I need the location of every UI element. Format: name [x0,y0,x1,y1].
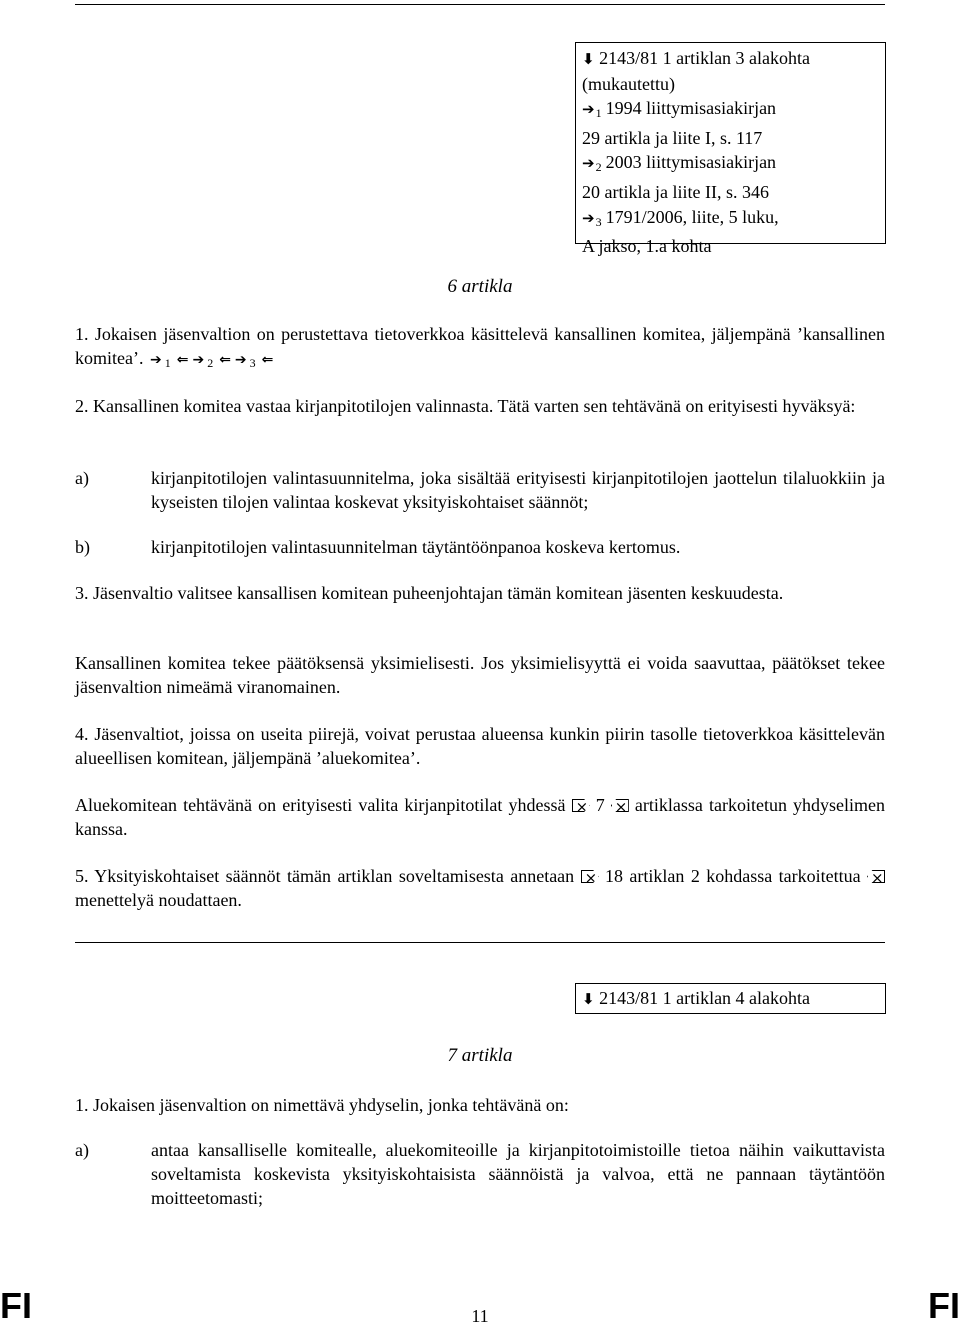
insertion-end-arrow-icon: ⇐ [261,352,274,368]
item-a-text: antaa kansalliselle komitealle, aluekomiteoille ja kirjanpitotoimistoille tietoa näihin vaikuttavista soveltamista koskevista yksityiskohtaisista säännöistä ja valvoa, että ne pannaan täytäntöön moitteetomasti; [151,1140,885,1208]
deletion-start-icon [572,799,590,812]
reference-line [582,234,879,259]
paragraph-4b-deleted: 7 [595,795,605,815]
deletion-start-icon [581,870,599,883]
article-7-item-a [75,1138,885,1210]
item-a-text: kirjanpitotilojen valintasuunnitelma, joka sisältää erityisesti kirjanpitotilojen jaottelun tilaluokkiin ja kyseisten tilojen valintaa koskevat yksityiskohtaiset säännöt; [151,468,885,512]
article-6-paragraph-4b [75,793,885,841]
insertion-marker-number: 3 [249,356,256,370]
insertion-end-arrow-icon: ⇐ [219,352,231,368]
insertion-marker-number: 1 [164,356,171,370]
article-6-heading: 6 artikla [447,276,513,297]
article-6-paragraph-5 [75,864,885,912]
paragraph-4b-after: artiklassa tarkoitetun yhdyselimen kanssa. [75,795,886,839]
reference-text: A jakso, 1.a kohta [582,236,712,257]
reference-text: 1791/2006, liite, 5 luku, [605,206,779,227]
reference-line [582,46,879,72]
top-rule [75,4,885,5]
paragraph-4b-before: Aluekomitean tehtävänä on erityisesti valita kirjanpitotilat yhdessä [75,795,566,815]
right-arrow-icon: ➔ [582,100,595,119]
article-6-item-a [75,466,885,514]
insertion-end-arrow-icon: ⇐ [176,352,189,368]
reference-line [582,96,879,126]
article-7-reference-box [575,983,886,1014]
article-7-paragraph-1: 1. Jokaisen jäsenvaltion on nimettävä yhdyselin, jonka tehtävänä on: [75,1095,569,1115]
reference-lines [582,46,879,259]
insertion-marker-number: 2 [207,356,214,370]
paragraph-5-deleted: 18 artiklan 2 kohdassa tarkoitettua [605,866,861,886]
deletion-end-icon [611,799,629,812]
reference-marker-number: 3 [595,214,602,229]
footer-language-code-left: FI [0,1285,32,1326]
insertion-start-arrow-icon: ➔ [149,352,162,368]
paragraph-5-after: menettelyä noudattaen. [75,890,242,910]
paragraph-5-before: 5. Yksityiskohtaiset säännöt tämän artiklan soveltamisesta annetaan [75,866,575,886]
reference-text: 1994 liittymisasiakirjan [605,98,777,119]
reference-line [582,72,879,97]
reference-marker-number: 1 [595,106,602,121]
reference-text: 20 artikla ja liite II, s. 346 [582,181,769,202]
article-6-paragraph-3b: Kansallinen komitea tekee päätöksensä yksimielisesti. Jos yksimielisyyttä ei voida saavuttaa, päätökset tekee jäsenvaltion nimeämä viranomainen. [75,653,885,697]
article-6-paragraph-2: 2. Kansallinen komitea vastaa kirjanpitotilojen valinnasta. Tätä varten sen tehtävänä on erityisesti hyväksyä: [75,396,856,416]
reference-line [582,150,879,180]
insertion-markers [148,348,275,368]
item-b-text: kirjanpitotilojen valintasuunnitelman täytäntöönpanoa koskeva kertomus. [151,537,681,557]
reference-line [582,126,879,151]
reference-text: 2003 liittymisasiakirjan [605,152,777,173]
reference-line [582,180,879,205]
article-7-heading: 7 artikla [447,1045,513,1066]
right-arrow-icon: ➔ [582,154,595,173]
down-arrow-icon: ⬇ [582,50,595,68]
section-divider [75,942,885,943]
item-b-label: b) [75,537,90,557]
reference-line [582,205,879,235]
item-a-label: a) [75,468,89,488]
article-6-item-b [75,535,885,559]
down-arrow-icon: ⬇ [582,990,595,1008]
article-6-paragraph-4: 4. Jäsenvaltiot, joissa on useita piirejä, voivat perustaa alueensa kunkin piirin tasolle tietoverkkoa käsittelevän alueellisen komitean, jäljempänä ’aluekomitea’. [75,724,885,768]
reference-text: (mukautettu) [582,73,675,94]
insertion-start-arrow-icon: ➔ [234,352,247,368]
reference-text: 29 artikla ja liite I, s. 117 [582,127,763,148]
reference-text: 2143/81 1 artiklan 4 alakohta [599,988,811,1008]
footer-language-code-right: FI [928,1285,960,1326]
reference-text: 2143/81 1 artiklan 3 alakohta [599,48,811,68]
amendment-reference-box [575,42,886,257]
page-number: 11 [471,1306,489,1326]
deletion-end-icon [867,870,885,883]
article-6-paragraph-1 [75,322,885,375]
right-arrow-icon: ➔ [582,208,595,227]
article-6-paragraph-3: 3. Jäsenvaltio valitsee kansallisen komitean puheenjohtajan tämän komitean jäsenten keskuudesta. [75,583,784,603]
reference-marker-number: 2 [595,160,602,175]
item-a-label: a) [75,1140,89,1160]
paragraph-1-text: 1. Jokaisen jäsenvaltion on perustettava tietoverkkoa käsittelevä kansallinen komitea, jäljempänä ’kansallinen komitea’. [75,324,885,368]
insertion-start-arrow-icon: ➔ [192,352,205,368]
